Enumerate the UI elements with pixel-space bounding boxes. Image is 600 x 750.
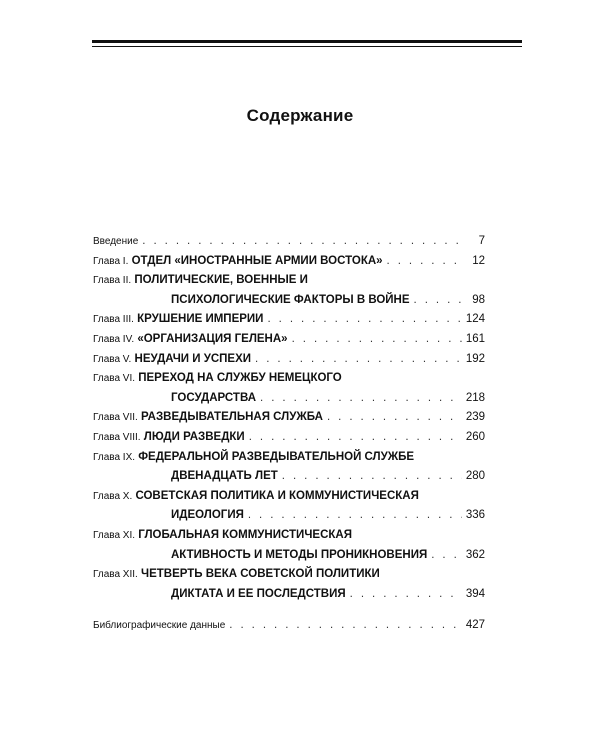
toc-title-line-2: ИДЕОЛОГИЯ [171,509,244,522]
toc-page: 260 [465,430,485,443]
toc-title-line-1: СОВЕТСКАЯ ПОЛИТИКА И КОММУНИСТИЧЕСКАЯ [135,489,419,502]
header-rule-thick [92,40,522,43]
toc-leader [292,330,462,350]
toc-page: 427 [465,619,485,632]
toc-entry-chapter-2 [93,271,485,310]
toc-prefix: Глава X. [93,490,133,502]
toc-prefix: Глава XII. [93,569,138,581]
toc-title-line-2: ПСИХОЛОГИЧЕСКИЕ ФАКТОРЫ В ВОЙНЕ [171,293,410,306]
toc-entry-chapter-10 [93,487,485,526]
toc-prefix: Глава I. [93,255,129,267]
toc-prefix: Глава VIII. [93,431,141,443]
toc-page: 124 [465,313,485,326]
toc-title: ЛЮДИ РАЗВЕДКИ [143,430,245,443]
toc-entry-chapter-3 [93,310,485,330]
toc-leader [229,616,462,636]
toc-leader [260,389,462,409]
toc-leader [255,350,462,370]
toc-page: 7 [478,235,485,247]
toc-title-line-2: ГОСУДАРСТВА [171,391,256,404]
toc-title-line-1: ГЛОБАЛЬНАЯ КОММУНИСТИЧЕСКАЯ [138,528,352,541]
toc-prefix: Глава XI. [93,529,136,541]
toc-page: 239 [465,411,485,424]
toc-prefix: Глава VII. [93,412,138,424]
toc-title-line-2: АКТИВНОСТЬ И МЕТОДЫ ПРОНИКНОВЕНИЯ [171,548,428,561]
toc-prefix: Глава V. [93,353,132,365]
toc-title: ОТДЕЛ «ИНОСТРАННЫЕ АРМИИ ВОСТОКА» [131,254,383,267]
toc-page: 192 [465,352,485,365]
toc-entry-bibliography [93,616,485,636]
toc-title-line-1: ПОЛИТИЧЕСКИЕ, ВОЕННЫЕ И [134,274,308,287]
toc-label: Введение [93,236,139,247]
toc-entry-chapter-12 [93,565,485,604]
toc-prefix: Глава IX. [93,451,136,463]
header-rule-thin [92,46,522,47]
toc-leader [248,506,462,526]
toc-title-line-1: ПЕРЕХОД НА СЛУЖБУ НЕМЕЦКОГО [138,372,342,385]
toc-entry-chapter-7 [93,408,485,428]
toc-leader [414,291,463,311]
toc-entry-chapter-9 [93,448,485,487]
toc-page: 336 [465,509,485,522]
toc-entry-intro [93,232,485,252]
toc-entry-chapter-1 [93,252,485,272]
toc-leader [350,585,462,605]
toc-page: 12 [472,254,485,267]
table-of-contents [93,232,485,636]
toc-entry-chapter-11 [93,526,485,565]
toc-leader [282,467,462,487]
toc-title-line-1: ФЕДЕРАЛЬНОЙ РАЗВЕДЫВАТЕЛЬНОЙ СЛУЖБЕ [138,450,415,463]
toc-title: «ОРГАНИЗАЦИЯ ГЕЛЕНА» [137,332,288,345]
toc-prefix: Глава VI. [93,373,136,385]
toc-page: 98 [472,293,485,306]
toc-prefix: Глава IV. [93,333,135,345]
toc-entry-chapter-5 [93,350,485,370]
toc-prefix: Глава III. [93,314,134,326]
page-title: Содержание [246,106,354,125]
toc-prefix: Глава II. [93,275,132,287]
toc-title-line-1: ЧЕТВЕРТЬ ВЕКА СОВЕТСКОЙ ПОЛИТИКИ [141,568,380,581]
toc-leader [387,252,463,272]
toc-title: НЕУДАЧИ И УСПЕХИ [134,352,252,365]
toc-entry-chapter-8 [93,428,485,448]
toc-leader [267,310,461,330]
toc-title: КРУШЕНИЕ ИМПЕРИИ [137,313,264,326]
toc-leader [327,408,462,428]
toc-leader [431,546,462,566]
toc-title: РАЗВЕДЫВАТЕЛЬНАЯ СЛУЖБА [141,411,323,424]
spacer [93,604,485,616]
toc-page: 394 [465,587,485,600]
toc-entry-chapter-6 [93,369,485,408]
toc-page: 218 [465,391,485,404]
toc-page: 280 [465,470,485,483]
toc-leader [249,428,462,448]
toc-leader [142,232,463,252]
toc-page: 362 [465,548,485,561]
toc-entry-chapter-4 [93,330,485,350]
toc-page: 161 [465,332,485,345]
toc-label: Библиографические данные [93,620,226,632]
toc-title-line-2: ДВЕНАДЦАТЬ ЛЕТ [171,470,278,483]
toc-title-line-2: ДИКТАТА И ЕЕ ПОСЛЕДСТВИЯ [171,587,346,600]
